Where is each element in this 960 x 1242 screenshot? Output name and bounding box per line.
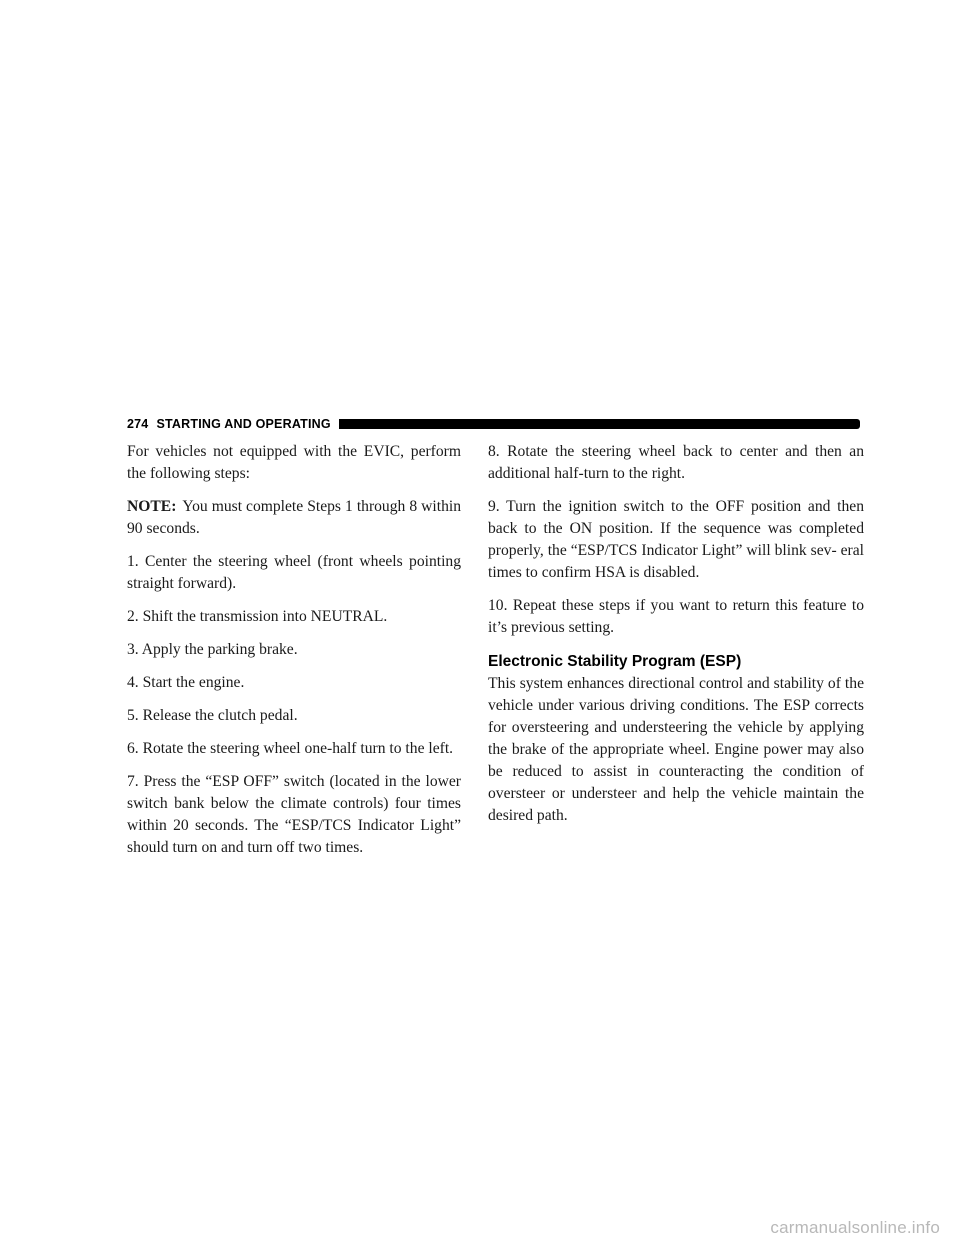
note-label: NOTE:	[127, 498, 177, 515]
step-6: 6. Rotate the steering wheel one-half turn to the left.	[127, 740, 454, 757]
left-column	[127, 441, 461, 870]
step-3: 3. Apply the parking brake.	[127, 641, 298, 658]
step-10: 10. Repeat these steps if you want to return this feature to it’s previous setting.	[488, 597, 864, 636]
section-title: STARTING AND OPERATING	[156, 417, 331, 431]
step-9: 9. Turn the ignition switch to the OFF position and then back to the ON position. If the sequence was completed properly, the “ESP/TCS Indicator Light” will blink sev- eral times to confirm HSA is disabled.	[488, 498, 864, 581]
page-number: 274	[127, 417, 149, 431]
esp-heading: Electronic Stability Program (ESP)	[488, 653, 742, 670]
step-2: 2. Shift the transmission into NEUTRAL.	[127, 608, 388, 625]
note-text: You must complete Steps 1 through 8 within 90 seconds.	[127, 498, 461, 537]
step-8: 8. Rotate the steering wheel back to center and then an additional half-turn to the right.	[488, 443, 864, 482]
step-7: 7. Press the “ESP OFF” switch (located in the lower switch bank below the climate controls) four times within 20 seconds. The “ESP/TCS Indicator Light” should turn on and turn off two times.	[127, 773, 461, 856]
step-1: 1. Center the steering wheel (front wheels pointing straight forward).	[127, 553, 461, 592]
step-5: 5. Release the clutch pedal.	[127, 707, 298, 724]
watermark: carmanualsonline.info	[770, 1218, 940, 1237]
esp-body: This system enhances directional control and stability of the vehicle under various driving conditions. The ESP corrects for oversteering and understeering the vehicle by applying the brake of the appropriate wheel. Engine power may also be reduced to assist in counteracting the condition of oversteer or understeer and help the vehicle maintain the desired path.	[488, 675, 864, 824]
intro-paragraph: For vehicles not equipped with the EVIC, perform the following steps:	[127, 443, 461, 482]
page-header	[127, 416, 860, 432]
header-rule	[339, 419, 860, 429]
step-4: 4. Start the engine.	[127, 674, 245, 691]
right-column	[488, 441, 864, 838]
note-paragraph	[127, 496, 461, 540]
